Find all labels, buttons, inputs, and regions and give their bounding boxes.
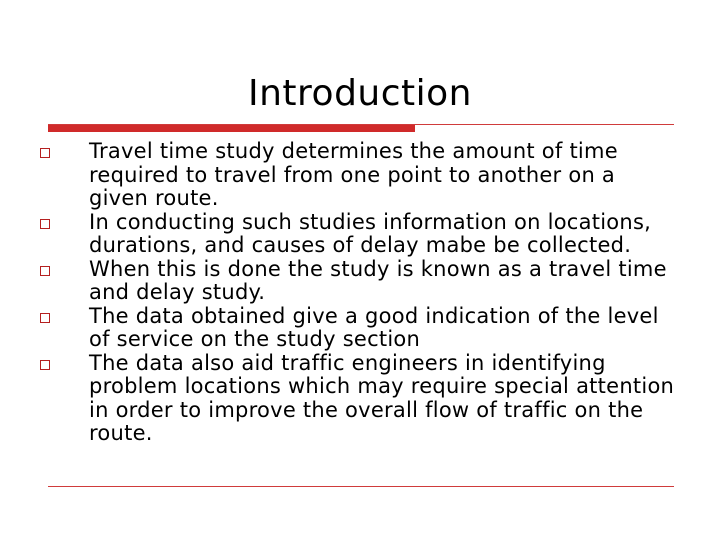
slide-title: Introduction	[247, 73, 472, 114]
bullet-text: The data also aid traffic engineers in identifying problem locations which may require special attention in order to improve the overall flow of traffic on the route.	[89, 350, 675, 445]
hollow-square-bullet-icon	[40, 266, 50, 276]
bullet-item	[0, 305, 679, 352]
bottom-divider-line	[48, 486, 674, 487]
bullet-item	[0, 352, 679, 446]
bullet-text: The data obtained give a good indication of the level of service on the study section	[89, 303, 659, 351]
bullet-item	[0, 211, 679, 258]
bullet-text: When this is done the study is known as a travel time and delay study.	[89, 256, 667, 304]
bullet-text: Travel time study determines the amount of time required to travel from one point to another on a given route.	[89, 139, 618, 210]
hollow-square-bullet-icon	[40, 313, 50, 323]
hollow-square-bullet-icon	[40, 360, 50, 370]
hollow-square-bullet-icon	[40, 148, 50, 158]
bullet-item	[0, 258, 679, 305]
bullet-text: In conducting such studies information on locations, durations, and causes of delay mabe be collected.	[89, 209, 652, 257]
hollow-square-bullet-icon	[40, 219, 50, 229]
title-accent-bar	[48, 125, 415, 132]
bullet-list	[0, 140, 720, 446]
bullet-item	[0, 140, 679, 211]
